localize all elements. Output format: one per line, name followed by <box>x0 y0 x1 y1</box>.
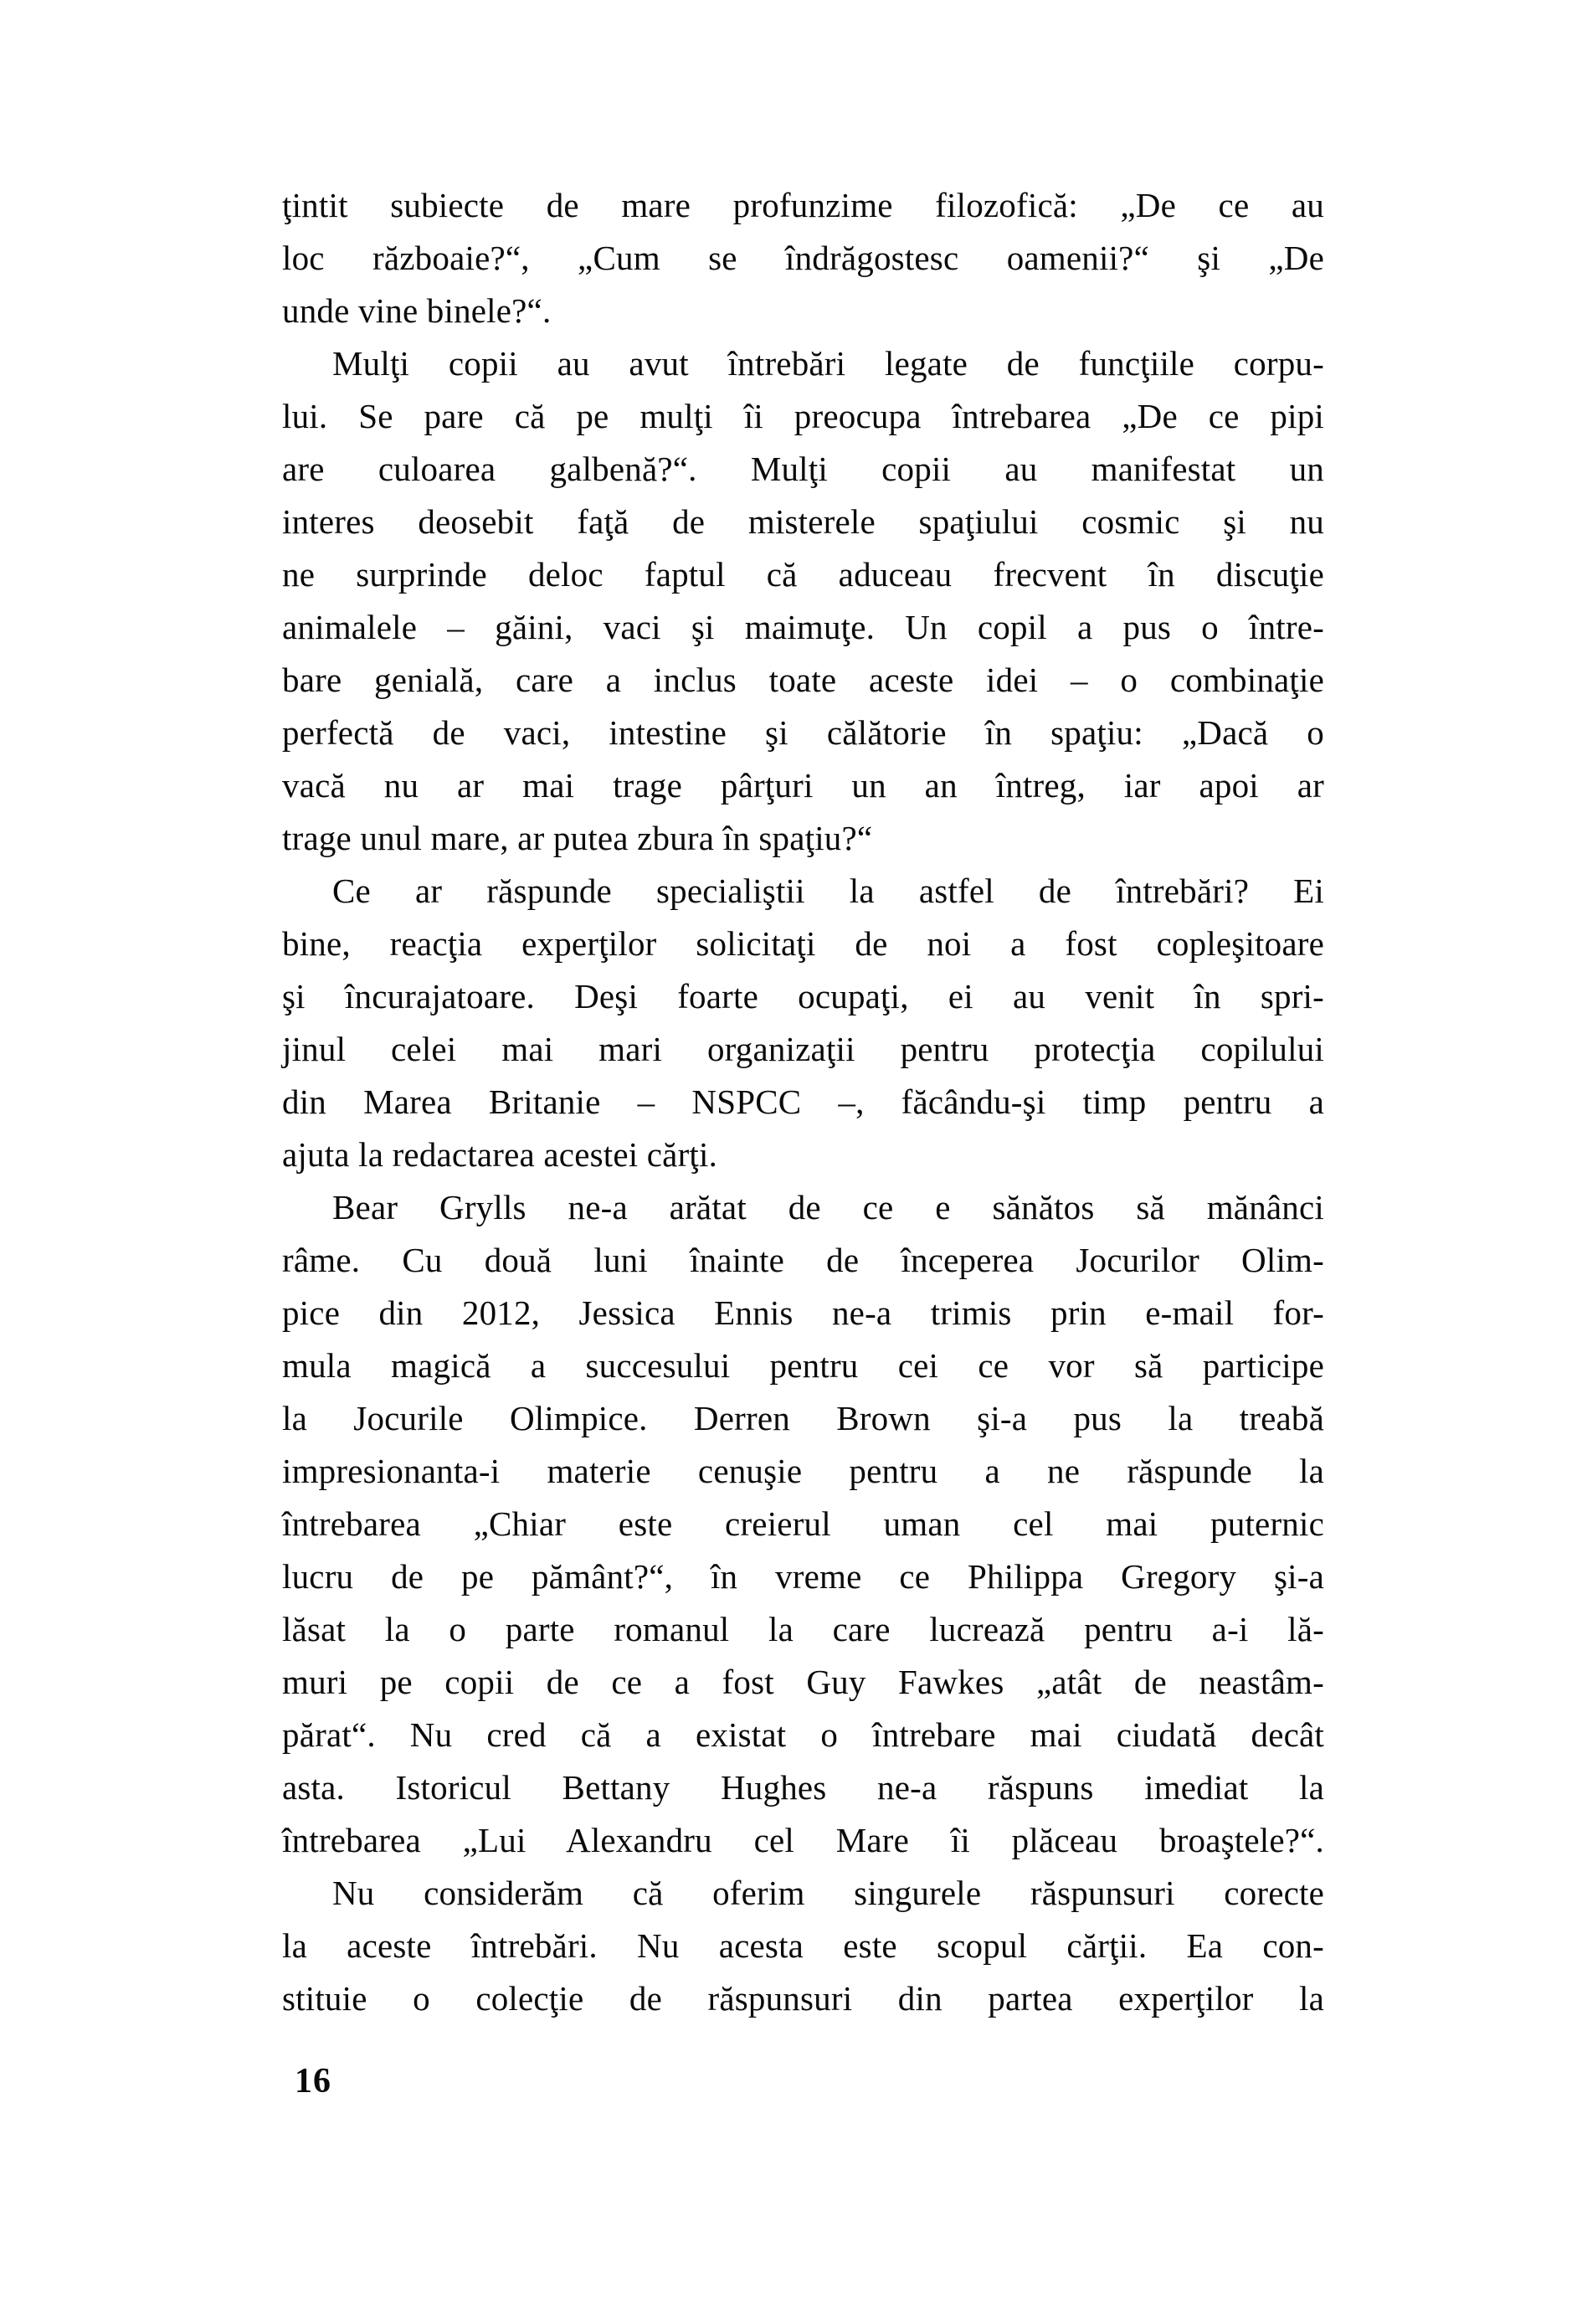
text-line: lăsat la o parte romanul la care lucrează pentru a-i lă- <box>282 1610 1324 1648</box>
text-line: Nu considerăm că oferim singurele răspunsuri corecte <box>332 1874 1324 1912</box>
text-line: are culoarea galbenă?“. Mulţi copii au manifestat un <box>282 450 1324 488</box>
text-line: pice din 2012, Jessica Ennis ne-a trimis prin e-mail for- <box>282 1293 1324 1332</box>
text-line: ajuta la redactarea acestei cărţi. <box>282 1135 718 1174</box>
text-line: Mulţi copii au avut întrebări legate de funcţiile corpu- <box>332 344 1324 383</box>
text-line: muri pe copii de ce a fost Guy Fawkes „atât de neastâm- <box>282 1663 1324 1701</box>
text-line: la Jocurile Olimpice. Derren Brown şi-a pus la treabă <box>282 1399 1324 1437</box>
text-line: ne surprinde deloc faptul că aduceau frecvent în discuţie <box>282 555 1324 594</box>
text-line: la aceste întrebări. Nu acesta este scopul cărţii. Ea con- <box>282 1926 1324 1965</box>
text-line: Ce ar răspunde specialiştii la astfel de întrebări? Ei <box>332 872 1324 910</box>
text-line: unde vine binele?“. <box>282 291 552 330</box>
text-line: întrebarea „Lui Alexandru cel Mare îi plăceau broaştele?“. <box>282 1821 1324 1859</box>
text-line: loc războaie?“, „Cum se îndrăgostesc oamenii?“ şi „De <box>282 239 1324 277</box>
text-line: şi încurajatoare. Deşi foarte ocupaţi, ei au venit în spri- <box>282 977 1324 1015</box>
text-line: ţintit subiecte de mare profunzime filozofică: „De ce au <box>282 186 1324 224</box>
text-line: Bear Grylls ne-a arătat de ce e sănătos să mănânci <box>332 1188 1324 1226</box>
text-line: vacă nu ar mai trage pârţuri un an întreg, iar apoi ar <box>282 766 1324 805</box>
text-line: bine, reacţia experţilor solicitaţi de noi a fost copleşitoare <box>282 924 1324 963</box>
text-line: râme. Cu două luni înainte de începerea Jocurilor Olim- <box>282 1241 1324 1279</box>
text-line: bare genială, care a inclus toate aceste idei – o combinaţie <box>282 661 1324 699</box>
text-line: stituie o colecţie de răspunsuri din partea experţilor la <box>282 1979 1324 2018</box>
text-line: animalele – găini, vaci şi maimuţe. Un copil a pus o între- <box>282 608 1324 646</box>
text-line: interes deosebit faţă de misterele spaţiului cosmic şi nu <box>282 502 1324 541</box>
text-line: lui. Se pare că pe mulţi îi preocupa întrebarea „De ce pipi <box>282 397 1324 435</box>
text-line: impresionanta-i materie cenuşie pentru a ne răspunde la <box>282 1452 1324 1490</box>
text-line: întrebarea „Chiar este creierul uman cel mai puternic <box>282 1504 1324 1543</box>
text-line: perfectă de vaci, intestine şi călătorie în spaţiu: „Dacă o <box>282 713 1324 752</box>
text-line: mula magică a succesului pentru cei ce vor să participe <box>282 1346 1324 1385</box>
text-line: jinul celei mai mari organizaţii pentru protecţia copilului <box>282 1030 1324 1068</box>
text-line: trage unul mare, ar putea zbura în spaţiu?“ <box>282 819 873 857</box>
text-line: din Marea Britanie – NSPCC –, făcându-şi timp pentru a <box>282 1082 1324 1121</box>
text-line: părat“. Nu cred că a existat o întrebare mai ciudată decât <box>282 1715 1324 1754</box>
text-line: lucru de pe pământ?“, în vreme ce Philippa Gregory şi-a <box>282 1557 1324 1596</box>
page-text-block <box>282 179 1324 2025</box>
page-number: 16 <box>295 2062 331 2100</box>
text-line: asta. Istoricul Bettany Hughes ne-a răspuns imediat la <box>282 1768 1324 1807</box>
